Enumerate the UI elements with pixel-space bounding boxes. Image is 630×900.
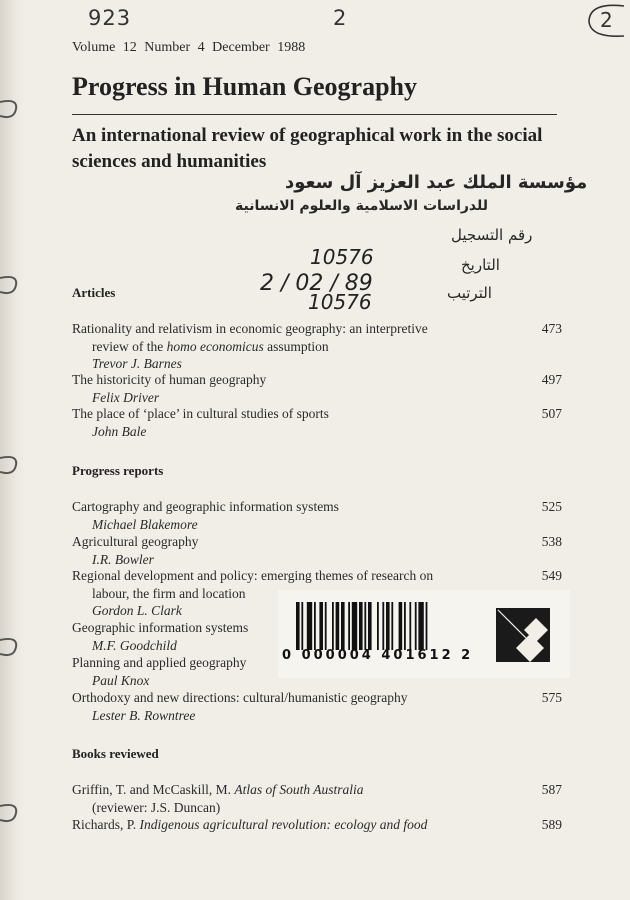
- stamp-institution-line: مؤسسة الملك عبد العزيز آل سعود: [285, 172, 588, 193]
- section-heading-books-reviewed: Books reviewed: [72, 746, 159, 761]
- entry-title-continued: review of the homo economicus assumption: [92, 338, 329, 354]
- entry-page: 549: [541, 568, 562, 583]
- entry-title-continued: labour, the firm and location: [92, 585, 246, 601]
- barcode-digits: 0 000004 401612 2: [282, 648, 474, 663]
- toc-entry: [72, 816, 562, 834]
- entry-page: 473: [541, 321, 562, 336]
- section-heading-progress-reports: Progress reports: [72, 463, 164, 478]
- binding-ring-icon: [0, 452, 20, 478]
- toc-entry: [72, 689, 562, 724]
- entry-author: Lester B. Rowntree: [92, 707, 196, 723]
- entry-page: 497: [541, 372, 562, 387]
- toc-entry: [72, 533, 562, 568]
- entry-author: Michael Blakemore: [92, 516, 198, 532]
- stamp-institution-line-2: للدراسات الاسلامية والعلوم الانسانية: [235, 198, 488, 214]
- entry-author: I.R. Bowler: [92, 551, 154, 567]
- stamp-number-label: رقم التسجيل: [451, 226, 533, 244]
- barcode-label: [278, 590, 570, 678]
- stamp-date: 2 / 02 / 89: [260, 271, 373, 296]
- entry-title: Geographic information systems: [72, 620, 249, 635]
- binding-edge: [0, 0, 26, 900]
- toc-entry: [72, 320, 562, 373]
- entry-title: Orthodoxy and new directions: cultural/humanistic geography: [72, 690, 408, 705]
- entry-page: 525: [541, 499, 562, 514]
- entry-author: Trevor J. Barnes: [92, 356, 182, 371]
- toc-entry: [72, 498, 562, 533]
- library-stamp: [225, 166, 588, 316]
- entry-title: Rationality and relativism in economic geography: an interpretive: [72, 321, 428, 336]
- binding-ring-icon: [0, 96, 20, 122]
- handwritten-mark: 2: [333, 6, 347, 30]
- stamp-order-label: الترتيب: [447, 284, 492, 302]
- entry-title: Regional development and policy: emerging themes of research on: [72, 568, 434, 583]
- entry-title: The place of ‘place’ in cultural studies of sports: [72, 406, 329, 421]
- entry-author: John Bale: [92, 423, 147, 439]
- journal-subtitle: An international review of geographical work in the social sciences and humanities: [72, 125, 543, 172]
- handwritten-corner-text: 2: [600, 8, 613, 32]
- binding-ring-icon: [0, 634, 20, 660]
- binding-ring-icon: [0, 800, 20, 826]
- entry-title: Richards, P. Indigenous agricultural revolution: ecology and food: [72, 817, 428, 832]
- stamp-order-number: 10576: [308, 290, 372, 314]
- entry-author: M.F. Goodchild: [92, 637, 177, 653]
- binding-ring-icon: [0, 272, 20, 298]
- toc-entry: [72, 405, 562, 440]
- entry-author: Gordon L. Clark: [92, 603, 182, 618]
- publisher-logo-icon: [496, 608, 550, 662]
- handwritten-corner-mark: [584, 2, 628, 40]
- entry-page: 507: [541, 406, 562, 421]
- issue-line: Volume 12 Number 4 December 1988: [72, 40, 306, 55]
- journal-title: Progress in Human Geography: [72, 72, 418, 101]
- entry-reviewer: (reviewer: J.S. Duncan): [92, 799, 221, 815]
- entry-title: The historicity of human geography: [72, 372, 267, 387]
- toc-entry: [72, 371, 562, 406]
- entry-page: 587: [541, 782, 562, 797]
- toc-entry: [72, 781, 562, 816]
- entry-author: Paul Knox: [92, 672, 150, 688]
- barcode-icon: [296, 602, 508, 650]
- entry-title: Griffin, T. and McCaskill, M. Atlas of South Australia: [72, 782, 364, 797]
- handwritten-catalog-number: 923: [88, 6, 132, 30]
- entry-page: 589: [541, 817, 562, 832]
- entry-title: Cartography and geographic information systems: [72, 499, 339, 514]
- entry-page: 538: [541, 534, 562, 549]
- entry-title: Planning and applied geography: [72, 655, 247, 670]
- entry-author: Felix Driver: [92, 389, 160, 405]
- stamp-date-label: التاريخ: [461, 256, 500, 274]
- section-heading-articles: Articles: [72, 285, 116, 300]
- title-divider: [72, 114, 557, 115]
- stamp-registration-number: 10576: [310, 245, 374, 269]
- entry-page: 575: [541, 690, 562, 705]
- entry-title: Agricultural geography: [72, 534, 199, 549]
